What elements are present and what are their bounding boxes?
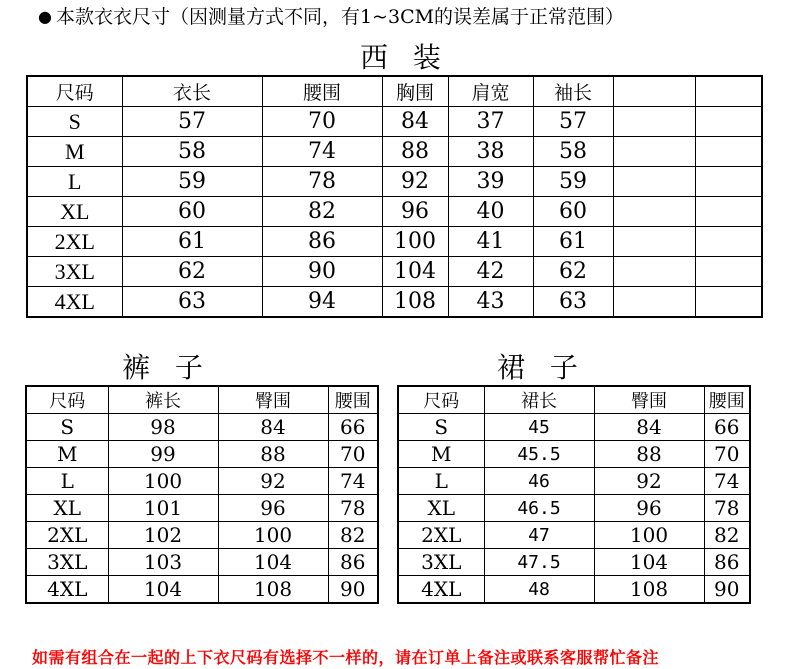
table-cell: 86	[262, 227, 382, 257]
table-cell: 43	[448, 287, 533, 318]
skirt-title: 裙 子	[497, 351, 586, 384]
table-cell: 62	[533, 257, 613, 287]
table-cell: 103	[108, 549, 218, 576]
table-cell: 100	[382, 227, 448, 257]
size-note	[38, 2, 624, 29]
table-cell: M	[398, 441, 484, 468]
table-cell: 88	[218, 441, 328, 468]
table-cell: 102	[108, 522, 218, 549]
table-cell: 104	[108, 576, 218, 604]
table-cell: 92	[594, 468, 704, 495]
table-cell: 78	[328, 495, 378, 522]
table-cell: 84	[382, 107, 448, 137]
table-row	[27, 287, 762, 318]
table-row	[27, 197, 762, 227]
table-row	[27, 107, 762, 137]
table-cell: 2XL	[26, 522, 108, 549]
table-cell: 70	[704, 441, 750, 468]
table-cell: 92	[382, 167, 448, 197]
table-cell: 78	[704, 495, 750, 522]
table-cell: 86	[704, 549, 750, 576]
table-row	[398, 495, 750, 522]
table-cell	[613, 107, 695, 137]
table-cell: 108	[594, 576, 704, 604]
table-cell: 90	[704, 576, 750, 604]
table-cell: 61	[122, 227, 262, 257]
table-cell: 47	[484, 522, 594, 549]
table-row	[398, 414, 750, 441]
table-cell: 90	[328, 576, 378, 604]
table-cell	[613, 167, 695, 197]
table-cell: S	[27, 107, 122, 137]
skirt-size-table	[397, 385, 751, 604]
table-cell: 84	[594, 414, 704, 441]
table-row	[398, 441, 750, 468]
table-cell: 96	[382, 197, 448, 227]
header-cell: 尺码	[27, 76, 122, 107]
table-cell: S	[26, 414, 108, 441]
table-cell	[613, 227, 695, 257]
table-cell: XL	[27, 197, 122, 227]
table-cell: 99	[108, 441, 218, 468]
table-row	[27, 167, 762, 197]
table-cell: 74	[262, 137, 382, 167]
table-cell: 82	[262, 197, 382, 227]
combination-order-note: 如需有组合在一起的上下衣尺码有选择不一样的，请在订单上备注或联系客服帮忙备注	[32, 648, 660, 667]
table-row	[26, 522, 378, 549]
table-row	[26, 468, 378, 495]
table-header-row	[398, 386, 750, 414]
header-cell: 尺码	[398, 386, 484, 414]
header-cell: 裤长	[108, 386, 218, 414]
table-cell: 4XL	[26, 576, 108, 604]
table-cell: 2XL	[398, 522, 484, 549]
table-cell	[613, 197, 695, 227]
table-cell	[695, 107, 762, 137]
table-cell: 104	[594, 549, 704, 576]
table-cell: 74	[328, 468, 378, 495]
suit-size-table	[26, 75, 763, 318]
table-cell: 94	[262, 287, 382, 318]
table-cell: 3XL	[27, 257, 122, 287]
table-row	[398, 468, 750, 495]
table-header-row	[27, 76, 762, 107]
table-cell: XL	[398, 495, 484, 522]
table-cell	[613, 137, 695, 167]
table-cell: 39	[448, 167, 533, 197]
header-cell: 肩宽	[448, 76, 533, 107]
table-cell: 63	[533, 287, 613, 318]
header-cell: 尺码	[26, 386, 108, 414]
pants-size-table	[25, 385, 379, 604]
table-row	[398, 549, 750, 576]
table-cell: 38	[448, 137, 533, 167]
table-row	[27, 257, 762, 287]
table-row	[26, 549, 378, 576]
table-cell: 66	[704, 414, 750, 441]
table-cell: 108	[218, 576, 328, 604]
table-cell: 47.5	[484, 549, 594, 576]
table-cell: 100	[594, 522, 704, 549]
header-cell: 腰围	[328, 386, 378, 414]
table-cell: 4XL	[27, 287, 122, 318]
table-cell: 74	[704, 468, 750, 495]
table-cell: 46.5	[484, 495, 594, 522]
table-row	[26, 576, 378, 604]
table-cell: 101	[108, 495, 218, 522]
table-cell: XL	[26, 495, 108, 522]
table-row	[27, 137, 762, 167]
table-cell: 70	[262, 107, 382, 137]
table-row	[398, 576, 750, 604]
table-cell	[695, 137, 762, 167]
header-cell	[613, 76, 695, 107]
table-cell	[695, 287, 762, 318]
table-cell: 59	[122, 167, 262, 197]
table-cell: 96	[594, 495, 704, 522]
table-cell: L	[398, 468, 484, 495]
table-cell: M	[27, 137, 122, 167]
size-note-text: 本款衣衣尺寸（因测量方式不同，有1~3CM的误差属于正常范围）	[55, 6, 625, 28]
table-row	[26, 414, 378, 441]
table-cell	[613, 257, 695, 287]
header-cell: 衣长	[122, 76, 262, 107]
table-row	[27, 227, 762, 257]
suit-title: 西 装	[360, 41, 449, 74]
table-cell	[695, 167, 762, 197]
table-cell: 42	[448, 257, 533, 287]
table-cell: 70	[328, 441, 378, 468]
header-cell: 胸围	[382, 76, 448, 107]
table-cell: 82	[704, 522, 750, 549]
table-cell: 98	[108, 414, 218, 441]
table-cell: 3XL	[398, 549, 484, 576]
table-cell: 57	[122, 107, 262, 137]
table-cell: 104	[218, 549, 328, 576]
table-cell: 60	[122, 197, 262, 227]
table-cell: 88	[594, 441, 704, 468]
table-cell: 60	[533, 197, 613, 227]
table-cell	[695, 197, 762, 227]
table-cell: 58	[122, 137, 262, 167]
table-cell: 3XL	[26, 549, 108, 576]
table-cell: 45.5	[484, 441, 594, 468]
header-cell: 裙长	[484, 386, 594, 414]
header-cell: 腰围	[704, 386, 750, 414]
table-cell: 46	[484, 468, 594, 495]
table-cell: 100	[108, 468, 218, 495]
bullet-icon: ●	[38, 7, 52, 26]
table-cell: 84	[218, 414, 328, 441]
table-cell: 37	[448, 107, 533, 137]
table-cell: 59	[533, 167, 613, 197]
table-cell: 57	[533, 107, 613, 137]
table-cell: 92	[218, 468, 328, 495]
table-cell: 86	[328, 549, 378, 576]
header-cell: 腰围	[262, 76, 382, 107]
table-cell: 61	[533, 227, 613, 257]
table-cell: 78	[262, 167, 382, 197]
table-row	[26, 495, 378, 522]
table-cell: 45	[484, 414, 594, 441]
table-cell: 82	[328, 522, 378, 549]
header-cell: 臀围	[594, 386, 704, 414]
header-cell	[695, 76, 762, 107]
table-cell	[695, 257, 762, 287]
table-cell: 66	[328, 414, 378, 441]
table-cell: 88	[382, 137, 448, 167]
table-cell: 40	[448, 197, 533, 227]
table-cell: 90	[262, 257, 382, 287]
table-cell: 58	[533, 137, 613, 167]
table-cell: L	[26, 468, 108, 495]
header-cell: 袖长	[533, 76, 613, 107]
table-row	[398, 522, 750, 549]
table-cell: 96	[218, 495, 328, 522]
table-cell: 41	[448, 227, 533, 257]
table-cell: 2XL	[27, 227, 122, 257]
table-cell: 100	[218, 522, 328, 549]
table-row	[26, 441, 378, 468]
table-cell: 63	[122, 287, 262, 318]
table-cell: 4XL	[398, 576, 484, 604]
table-cell: L	[27, 167, 122, 197]
table-cell: 48	[484, 576, 594, 604]
table-header-row	[26, 386, 378, 414]
table-cell: 108	[382, 287, 448, 318]
table-cell	[695, 227, 762, 257]
table-cell: S	[398, 414, 484, 441]
pants-title: 裤 子	[122, 351, 211, 384]
table-cell: 104	[382, 257, 448, 287]
table-cell: 62	[122, 257, 262, 287]
header-cell: 臀围	[218, 386, 328, 414]
table-cell: M	[26, 441, 108, 468]
table-cell	[613, 287, 695, 318]
